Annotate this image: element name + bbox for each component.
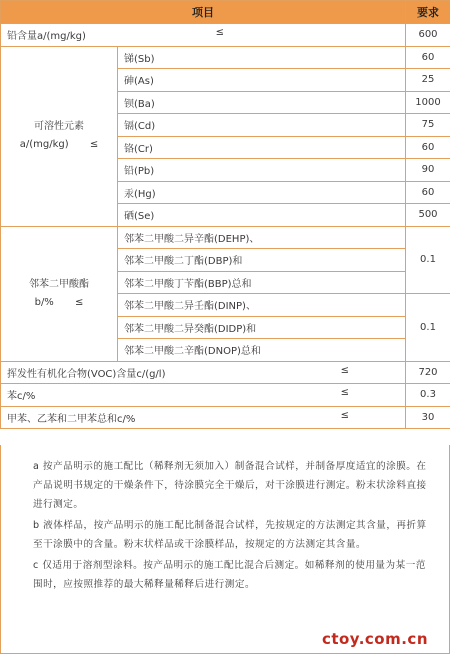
phthalate-name: 邻苯二甲酸二异癸酯(DIDP)和 bbox=[118, 316, 406, 339]
element-name: 砷(As) bbox=[118, 69, 406, 92]
voc-op: ≤ bbox=[340, 364, 349, 376]
footnote-a: a 按产品明示的施工配比（稀释剂无须加入）制备混合试样，并制备厚度适宜的涂膜。在产品说明书规定的干燥条件下，待涂膜完全干燥后，对干涂膜进行测定。粉末状涂料直接进行测定。 bbox=[33, 461, 427, 510]
soluble-label-line1: 可溶性元素 bbox=[34, 121, 84, 132]
element-name: 铅(Pb) bbox=[118, 159, 406, 182]
lead-op: ≤ bbox=[215, 27, 224, 39]
benzene-label: 苯c/% bbox=[7, 391, 36, 403]
voc-label: 挥发性有机化合物(VOC)含量c/(g/l) bbox=[7, 368, 166, 380]
table-row bbox=[1, 46, 450, 69]
phthalate-group-label bbox=[1, 226, 118, 361]
element-name: 铬(Cr) bbox=[118, 136, 406, 159]
phthalate-name: 邻苯二甲酸丁苄酯(BBP)总和 bbox=[118, 271, 406, 294]
phthalate-name: 邻苯二甲酸二异辛酯(DEHP)、 bbox=[118, 226, 406, 249]
table-row bbox=[1, 406, 450, 429]
tx-value: 30 bbox=[406, 406, 450, 429]
benzene-value: 0.3 bbox=[406, 384, 450, 407]
element-value: 60 bbox=[406, 46, 450, 69]
table-row bbox=[1, 361, 450, 384]
voc-value: 720 bbox=[406, 361, 450, 384]
phthalate-name: 邻苯二甲酸二辛酯(DNOP)总和 bbox=[118, 339, 406, 362]
element-value: 90 bbox=[406, 159, 450, 182]
header-requirement: 要求 bbox=[406, 1, 450, 24]
lead-label: 铅含量a/(mg/kg) bbox=[7, 31, 86, 43]
element-value: 25 bbox=[406, 69, 450, 92]
element-value: 1000 bbox=[406, 91, 450, 114]
lead-value: 600 bbox=[406, 24, 450, 47]
voc-label-cell bbox=[1, 361, 406, 384]
footnote-b: b 液体样品，按产品明示的施工配比制备混合试样，先按规定的方法测定其含量，再折算至干涂膜中的含量。粉末状样品或干涂膜样品，按规定的方法测定其含量。 bbox=[33, 520, 427, 550]
element-name: 镉(Cd) bbox=[118, 114, 406, 137]
site-watermark: ctoy.com.cn bbox=[321, 630, 428, 648]
element-name: 硒(Se) bbox=[118, 204, 406, 227]
benzene-op: ≤ bbox=[340, 387, 349, 399]
header-item: 项目 bbox=[1, 1, 406, 24]
tx-label-cell bbox=[1, 406, 406, 429]
element-name: 汞(Hg) bbox=[118, 181, 406, 204]
phthalate-name: 邻苯二甲酸二异壬酯(DINP)、 bbox=[118, 294, 406, 317]
phthalate-group1-value: 0.1 bbox=[406, 226, 450, 294]
soluble-group-label bbox=[1, 46, 118, 226]
table-row bbox=[1, 384, 450, 407]
element-name: 钡(Ba) bbox=[118, 91, 406, 114]
phthalate-group2-value: 0.1 bbox=[406, 294, 450, 362]
benzene-label-cell bbox=[1, 384, 406, 407]
element-value: 60 bbox=[406, 181, 450, 204]
phthalate-op: ≤ bbox=[75, 296, 84, 308]
table-row bbox=[1, 24, 450, 47]
phthalate-label-line1: 邻苯二甲酸酯 bbox=[29, 278, 89, 290]
footnote-c: c 仅适用于溶剂型涂料。按产品明示的施工配比混合后测定。如稀释剂的使用量为某一范围时，应按照推荐的最大稀释量稀释后进行测定。 bbox=[33, 560, 426, 590]
table-header-row bbox=[1, 1, 450, 24]
footnotes bbox=[0, 445, 450, 654]
element-value: 75 bbox=[406, 114, 450, 137]
soluble-label-line2: a/(mg/kg) bbox=[19, 139, 69, 150]
phthalate-name: 邻苯二甲酸二丁酯(DBP)和 bbox=[118, 249, 406, 272]
element-name: 锑(Sb) bbox=[118, 46, 406, 69]
lead-label-cell bbox=[1, 24, 406, 47]
table-row bbox=[1, 226, 450, 249]
element-value: 500 bbox=[406, 204, 450, 227]
element-value: 60 bbox=[406, 136, 450, 159]
tx-op: ≤ bbox=[340, 409, 349, 421]
tx-label: 甲苯、乙苯和二甲苯总和c/% bbox=[7, 413, 136, 425]
soluble-op: ≤ bbox=[89, 139, 99, 150]
phthalate-label-line2: b/% bbox=[34, 296, 54, 308]
